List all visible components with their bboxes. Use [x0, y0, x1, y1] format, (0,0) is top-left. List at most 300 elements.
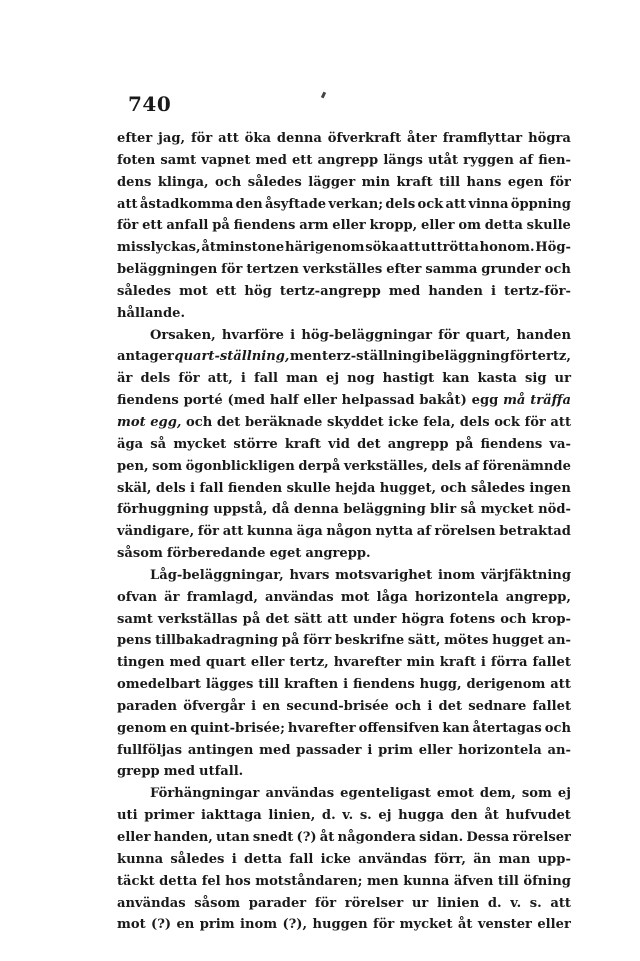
- word: dels: [459, 414, 490, 430]
- word: iakttaga: [200, 808, 262, 824]
- text-line: [117, 456, 571, 478]
- word: tertz-angrepp: [279, 283, 381, 299]
- text-line: [117, 871, 571, 893]
- word: det: [357, 436, 381, 452]
- word: i: [343, 677, 349, 693]
- word: med: [163, 764, 196, 780]
- word: att: [222, 524, 244, 540]
- text-line: [117, 346, 571, 368]
- word: icke: [388, 414, 419, 430]
- word: af: [518, 152, 534, 168]
- word: kasta: [477, 371, 517, 387]
- word: hållande.: [117, 305, 186, 321]
- word: fallet: [532, 698, 571, 714]
- text-line: [117, 215, 571, 237]
- text-line: [117, 194, 571, 216]
- word: ryggen: [463, 152, 514, 168]
- word: emot: [436, 786, 474, 802]
- word: kraft: [284, 436, 321, 452]
- word: sätt,: [407, 633, 441, 649]
- word: äfven: [453, 873, 494, 889]
- word: vapnet: [201, 152, 251, 168]
- word: (?): [296, 830, 317, 845]
- word: ofvan: [117, 589, 157, 605]
- word: hufvudet: [505, 808, 571, 824]
- text-line: [117, 565, 571, 587]
- text-line: [117, 674, 571, 696]
- text-line: [117, 914, 571, 936]
- text-line: [117, 303, 571, 325]
- word: hejda: [335, 480, 376, 496]
- word: och: [215, 174, 242, 190]
- word: half: [269, 393, 299, 409]
- word: men: [367, 873, 399, 889]
- word: mycket: [173, 436, 227, 452]
- word: användas: [265, 786, 335, 802]
- word: uttrötta: [421, 240, 479, 256]
- text-line: [117, 630, 571, 652]
- word: ett: [215, 283, 237, 299]
- word: för: [524, 414, 546, 430]
- word: (med: [227, 393, 266, 409]
- word: foten: [117, 152, 156, 168]
- word: täckt: [117, 873, 155, 889]
- text-line: [117, 849, 571, 871]
- word: dels: [155, 480, 186, 496]
- word: och: [440, 480, 467, 496]
- word: med: [388, 283, 421, 299]
- text-line: [117, 893, 571, 915]
- word: en: [169, 720, 188, 736]
- word: eller: [418, 742, 453, 758]
- stray-ink-mark: [321, 92, 326, 99]
- word: uppstå,: [213, 502, 268, 518]
- word: handen,: [153, 830, 213, 845]
- word: vändigare,: [117, 524, 195, 540]
- word: utan: [216, 830, 250, 845]
- word: ögonblickligen: [185, 458, 295, 474]
- word: framlagd,: [186, 589, 258, 605]
- word: tingen: [117, 655, 165, 671]
- word: kraften: [284, 677, 339, 693]
- word: söka: [365, 240, 399, 256]
- word: nytta: [375, 524, 414, 540]
- word: fullföljas: [117, 742, 183, 758]
- word: fall: [199, 480, 224, 496]
- word: misslyckas,: [117, 240, 201, 256]
- text-line: [117, 172, 571, 194]
- word: användas: [265, 589, 334, 605]
- word: Dessa: [466, 830, 510, 845]
- word: ock: [417, 196, 444, 212]
- text-line: [117, 521, 571, 543]
- word: handen: [428, 283, 483, 299]
- word: honom.: [479, 240, 535, 256]
- text-line: [117, 128, 571, 150]
- word: hugga: [398, 808, 444, 824]
- word: mot: [117, 917, 146, 933]
- word: prim: [378, 742, 413, 758]
- word: då: [271, 502, 290, 518]
- word: att: [445, 196, 467, 212]
- word: härigenom: [285, 240, 365, 256]
- word: kan: [442, 371, 470, 387]
- italic-word: träffa: [530, 393, 571, 409]
- word: åt: [319, 830, 335, 845]
- word: i: [240, 371, 246, 387]
- word: kraft: [396, 174, 433, 190]
- word: hvars: [289, 567, 330, 583]
- word: på: [281, 633, 300, 649]
- text-line: [117, 587, 571, 609]
- word: för: [314, 895, 337, 911]
- word: min: [406, 655, 435, 671]
- word: lägger: [308, 174, 356, 190]
- word: i: [490, 283, 496, 299]
- word: någon: [326, 524, 372, 540]
- word: återtagas: [472, 720, 542, 736]
- word: angrepp: [387, 436, 449, 452]
- word: och: [186, 414, 213, 430]
- word: åsyftade: [264, 196, 327, 212]
- word: passader: [296, 742, 362, 758]
- word: fotens: [449, 611, 496, 627]
- word: porté: [183, 393, 223, 409]
- word: mycket: [399, 917, 453, 933]
- word: åt: [484, 808, 499, 824]
- word: hugget: [492, 633, 544, 649]
- word: jag,: [158, 131, 186, 146]
- word: fiendens: [352, 677, 415, 693]
- word: större: [233, 436, 278, 452]
- word: man: [498, 851, 531, 867]
- word: prim: [199, 917, 235, 933]
- word: ej: [378, 808, 392, 824]
- word: och: [394, 698, 422, 714]
- word: mötes: [444, 633, 489, 649]
- word: fall: [289, 851, 314, 867]
- word: beskrifne: [334, 633, 405, 649]
- word: pens: [117, 633, 152, 649]
- text-line: [117, 805, 571, 827]
- word: sig: [524, 371, 547, 387]
- word: dels: [385, 196, 416, 212]
- word: förenämnde: [482, 458, 571, 474]
- word: den: [235, 196, 263, 212]
- page-number: 740: [128, 92, 172, 116]
- word: i: [251, 698, 257, 714]
- word: blir: [430, 502, 457, 518]
- text-line: [117, 740, 571, 762]
- word: krop-: [531, 611, 571, 627]
- text-line: [117, 150, 571, 172]
- word: dels: [431, 458, 462, 474]
- text-line: [117, 696, 571, 718]
- word: nog: [347, 371, 375, 387]
- word: upp-: [537, 851, 571, 867]
- word: för: [509, 349, 532, 365]
- word: hastigt: [382, 371, 435, 387]
- word: hvarföre: [221, 327, 284, 343]
- word: v.: [510, 895, 522, 911]
- word: hugget,: [379, 480, 437, 496]
- word: verkställes: [302, 262, 383, 278]
- italic-word: quart-ställning,: [174, 349, 290, 365]
- word: för: [191, 131, 213, 146]
- word: genom: [117, 720, 167, 736]
- word: åtminstone: [201, 240, 285, 256]
- word: egen: [507, 174, 544, 190]
- word: för: [373, 917, 395, 933]
- word: öka: [244, 131, 271, 146]
- text-line: [117, 412, 571, 434]
- word: hög: [244, 283, 272, 299]
- word: offensifven: [358, 720, 440, 736]
- word: och: [500, 611, 527, 627]
- word: till: [439, 174, 461, 190]
- word: min: [361, 174, 391, 190]
- word: beräknade: [244, 414, 323, 430]
- text-line: [117, 281, 571, 303]
- word: kunna: [117, 851, 164, 867]
- word: högra: [528, 131, 571, 146]
- word: vinna: [468, 196, 509, 212]
- word: till: [497, 873, 519, 889]
- word: än: [473, 851, 492, 867]
- word: förra: [490, 655, 528, 671]
- word: eller: [332, 218, 366, 234]
- word: fiendens: [233, 218, 296, 234]
- word: mycket: [480, 502, 534, 518]
- word: så: [150, 436, 167, 452]
- word: derpå: [298, 458, 341, 474]
- word: egenteligast: [340, 786, 431, 802]
- word: angrepp.: [305, 546, 371, 562]
- word: förhuggning: [117, 502, 209, 518]
- word: s.: [359, 808, 372, 824]
- word: åter: [407, 131, 437, 146]
- word: grunder: [481, 262, 541, 278]
- word: att: [399, 240, 421, 256]
- word: v.: [342, 808, 354, 824]
- italic-word: må: [503, 393, 526, 409]
- word: men: [289, 349, 322, 365]
- word: beläggning: [343, 502, 426, 518]
- word: i: [231, 851, 237, 867]
- word: inom: [239, 917, 278, 933]
- word: samt: [160, 152, 197, 168]
- word: kraft: [439, 655, 476, 671]
- word: i: [421, 349, 427, 365]
- word: såsom: [117, 546, 163, 562]
- word: en: [262, 698, 281, 714]
- word: inom: [437, 567, 476, 583]
- word: rörelser: [512, 830, 571, 845]
- word: användas: [358, 851, 427, 867]
- word: linien,: [268, 808, 316, 824]
- word: (?): [151, 917, 172, 933]
- word: huggen: [312, 917, 368, 933]
- word: detta: [484, 218, 523, 234]
- word: sätt: [294, 611, 323, 627]
- word: för: [178, 371, 200, 387]
- word: fien-: [538, 152, 571, 168]
- text-line: [117, 259, 571, 281]
- word: för: [197, 524, 220, 540]
- word: således: [471, 480, 526, 496]
- word: i: [427, 698, 433, 714]
- word: är: [164, 589, 180, 605]
- word: någondera: [337, 830, 416, 845]
- word: Förhängningar: [150, 786, 260, 802]
- word: beläggningen: [117, 262, 218, 278]
- word: vid: [328, 436, 350, 452]
- word: på: [455, 436, 474, 452]
- word: förr: [303, 633, 332, 649]
- word: tertz,: [531, 349, 571, 365]
- word: omedelbart: [117, 677, 201, 693]
- word: pen,: [117, 458, 149, 474]
- word: ej: [557, 786, 571, 802]
- word: motståndaren;: [255, 873, 363, 889]
- word: öfvergår: [183, 698, 245, 714]
- word: att: [550, 677, 571, 693]
- text-line: [117, 434, 571, 456]
- word: i: [367, 742, 373, 758]
- word: snedt: [252, 830, 294, 845]
- word: fel: [201, 873, 221, 889]
- word: antingen: [187, 742, 254, 758]
- word: öppning: [510, 196, 571, 212]
- word: denna: [276, 131, 322, 146]
- word: eller: [421, 218, 455, 234]
- word: att: [218, 131, 239, 146]
- word: med: [255, 152, 287, 168]
- word: an-: [547, 633, 571, 649]
- word: eller: [303, 393, 337, 409]
- word: under: [352, 611, 397, 627]
- word: en: [176, 917, 195, 933]
- word: på: [212, 218, 230, 234]
- text-line: [117, 499, 571, 521]
- text-line: [117, 718, 571, 740]
- word: tillbakadragning: [155, 633, 279, 649]
- word: ett: [291, 152, 313, 168]
- word: kan: [442, 720, 470, 736]
- word: egg: [471, 393, 499, 409]
- word: dels: [140, 371, 171, 387]
- word: efter: [386, 262, 422, 278]
- word: Orsaken,: [150, 327, 216, 343]
- text-line: [117, 368, 571, 390]
- word: som: [521, 786, 552, 802]
- word: hög-beläggningar: [301, 327, 432, 343]
- word: det: [265, 611, 289, 627]
- word: för: [438, 327, 460, 343]
- word: efter: [117, 131, 153, 146]
- word: längs: [383, 152, 423, 168]
- word: (?),: [282, 917, 308, 933]
- word: så: [460, 502, 477, 518]
- word: i: [290, 327, 296, 343]
- word: betraktad: [499, 524, 571, 540]
- text-line: [117, 761, 571, 783]
- word: angrepp,: [505, 589, 571, 605]
- word: och: [544, 262, 571, 278]
- word: samt: [117, 611, 153, 627]
- italic-word: mot: [117, 414, 146, 430]
- word: med: [169, 655, 201, 671]
- word: för: [221, 262, 243, 278]
- word: således: [170, 851, 225, 867]
- text-line: [117, 783, 571, 805]
- word: utåt: [427, 152, 459, 168]
- word: beläggning: [427, 349, 510, 365]
- word: och: [544, 720, 571, 736]
- word: är: [117, 371, 133, 387]
- word: paraden: [117, 698, 178, 714]
- word: låga: [376, 589, 408, 605]
- word: hans: [466, 174, 502, 190]
- word: af: [416, 524, 431, 540]
- word: på: [242, 611, 261, 627]
- word: eller: [117, 830, 151, 845]
- word: för: [117, 218, 139, 234]
- word: skulle: [286, 480, 331, 496]
- word: af: [464, 458, 479, 474]
- word: i: [480, 655, 486, 671]
- word: ur: [554, 371, 571, 387]
- word: arm: [299, 218, 329, 234]
- word: värjfäktning: [480, 567, 571, 583]
- word: ingen: [529, 480, 571, 496]
- word: ock: [494, 414, 520, 430]
- word: bakåt): [419, 393, 467, 409]
- word: mot: [340, 589, 370, 605]
- word: i: [190, 480, 196, 496]
- word: som: [152, 458, 183, 474]
- word: motsvarighet: [335, 567, 433, 583]
- word: verkan;: [328, 196, 384, 212]
- word: tertz,: [289, 655, 329, 671]
- text-line: [117, 609, 571, 631]
- word: det: [438, 698, 463, 714]
- word: samma: [425, 262, 478, 278]
- word: fiendens: [480, 436, 543, 452]
- word: uti: [117, 808, 138, 824]
- word: horizontela: [458, 742, 542, 758]
- word: klinga,: [157, 174, 209, 190]
- word: med: [259, 742, 291, 758]
- word: tertzen: [246, 262, 299, 278]
- word: verkställas: [157, 611, 238, 627]
- text-line: [117, 827, 571, 849]
- word: detta: [159, 873, 198, 889]
- word: helpassad: [341, 393, 415, 409]
- text-line: [117, 237, 571, 259]
- word: terz-ställning: [322, 349, 422, 365]
- word: linien: [436, 895, 480, 911]
- word: s.: [529, 895, 542, 911]
- word: till: [258, 677, 280, 693]
- word: verkställes,: [343, 458, 428, 474]
- word: detta: [243, 851, 283, 867]
- word: Låg-beläggningar,: [150, 567, 284, 583]
- word: åt: [457, 917, 473, 933]
- body-text: [117, 128, 571, 936]
- word: skulle: [526, 218, 571, 234]
- word: Hög-: [535, 240, 571, 256]
